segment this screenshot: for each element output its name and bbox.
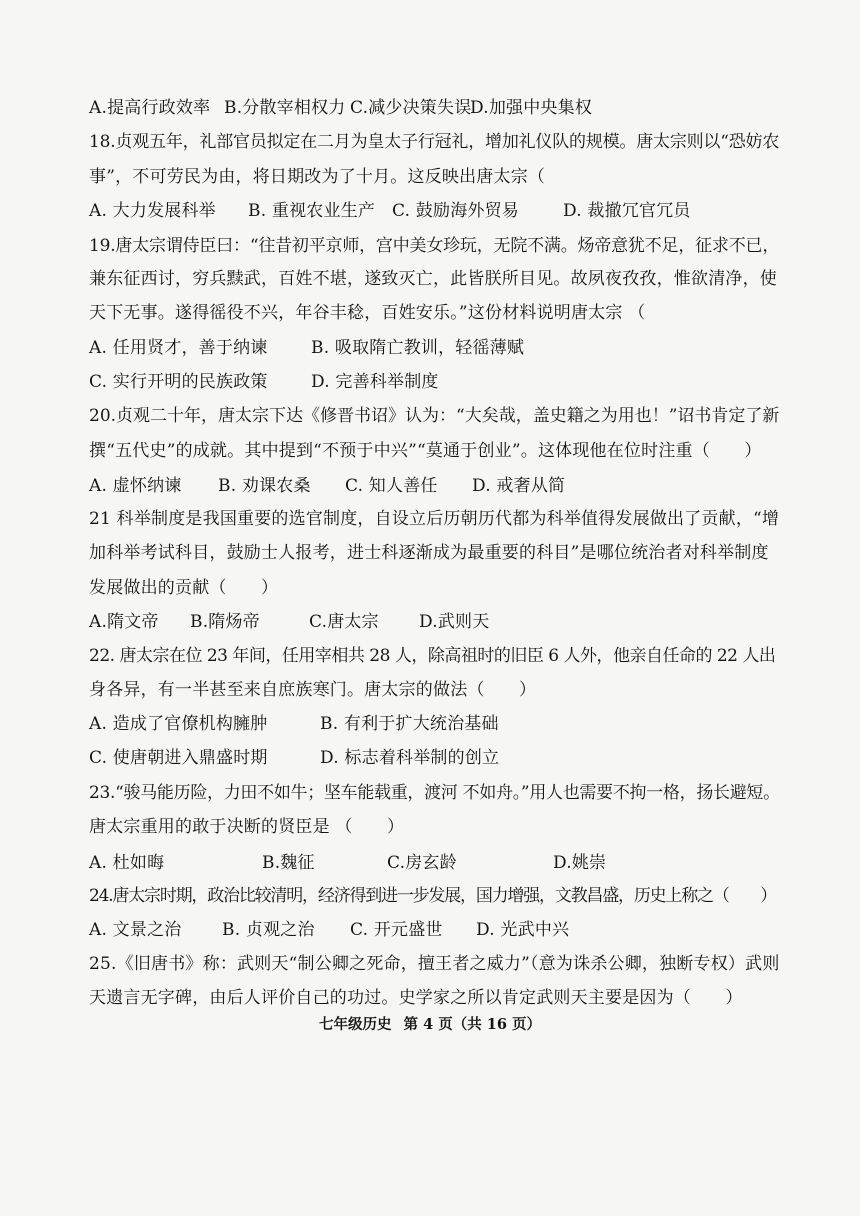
q25-stem-line-2: 天遗言无字碑，由后人评价自己的功过。史学家之所以肯定武则天主要是因为（ ） xyxy=(89,988,743,1008)
q23-option-b: B.魏征 xyxy=(262,853,315,873)
q19-option-b: B. 吸取隋亡教训，轻徭薄赋 xyxy=(311,338,525,358)
q19-option-c: C. 实行开明的民族政策 xyxy=(89,372,268,392)
q17-option-a: A.提高行政效率 xyxy=(89,98,211,118)
q17-option-c: C.减少决策失误 xyxy=(350,98,472,118)
q21-option-d: D.武则天 xyxy=(419,612,490,632)
q19-stem-line-3: 天下无事。遂得徭役不兴，年谷丰稔，百姓安乐。”这份材料说明唐太宗 （ xyxy=(89,303,646,323)
q22-option-a: A. 造成了官僚机构臃肿 xyxy=(89,714,268,734)
q18-stem-line-2: 事”，不可劳民为由，将日期改为了十月。这反映出唐太宗（ xyxy=(89,167,546,187)
q24-option-b: B. 贞观之治 xyxy=(222,920,315,940)
q20-stem-line-2: 撰“五代史”的成就。其中提到“不预于中兴”“莫通于创业”。这体现他在位时注重（ ） xyxy=(89,441,762,461)
footer-page-number: 第 4 页（共 16 页） xyxy=(403,1016,541,1033)
q22-stem-line-2: 身各异，有一半甚至来自庶族寒门。唐太宗的做法（ ） xyxy=(89,680,537,700)
q20-stem-line-1: 20.贞观二十年，唐太宗下达《修晋书诏》认为：“大矣哉，盖史籍之为用也！”诏书肯定了新 xyxy=(89,406,780,426)
q24-stem-line-1: 24.唐太宗时期，政治比较清明，经济得到进一步发展，国力增强，文教昌盛，历史上称之（ ） xyxy=(89,886,777,906)
q24-option-d: D. 光武中兴 xyxy=(476,920,570,940)
q20-option-a: A. 虚怀纳谏 xyxy=(89,476,182,496)
q21-option-c: C.唐太宗 xyxy=(309,612,379,632)
q25-stem-line-1: 25.《旧唐书》称：武则天“制公卿之死命，擅王者之威力”（意为诛杀公卿，独断专权）武则 xyxy=(89,954,780,974)
page-footer xyxy=(0,1013,860,1034)
q18-option-a: A. 大力发展科举 xyxy=(89,201,216,221)
q18-option-b: B. 重视农业生产 xyxy=(248,201,376,221)
q22-option-d: D. 标志着科举制的创立 xyxy=(320,748,500,768)
q20-option-b: B. 劝课农桑 xyxy=(218,476,311,496)
q18-option-d: D. 裁撤冗官冗员 xyxy=(563,201,691,221)
q21-stem-line-2: 加科举考试科目，鼓励士人报考，进士科逐渐成为最重要的科目”是哪位统治者对科举制度 xyxy=(89,543,769,563)
q19-option-a: A. 任用贤才，善于纳谏 xyxy=(89,338,268,358)
q22-option-b: B. 有利于扩大统治基础 xyxy=(320,714,499,734)
footer-subject: 七年级历史 xyxy=(319,1016,392,1033)
q24-option-c: C. 开元盛世 xyxy=(350,920,443,940)
q21-option-b: B.隋炀帝 xyxy=(190,612,260,632)
q19-option-d: D. 完善科举制度 xyxy=(311,372,439,392)
q21-stem-line-3: 发展做出的贡献（ ） xyxy=(89,578,279,598)
q17-option-d: D.加强中央集权 xyxy=(470,98,593,118)
q21-option-a: A.隋文帝 xyxy=(89,612,159,632)
q23-option-d: D.姚崇 xyxy=(553,853,607,873)
q19-stem-line-1: 19.唐太宗谓侍臣曰：“往昔初平京师，宫中美女珍玩，无院不满。炀帝意犹不足，征求不已， xyxy=(89,236,780,256)
q18-stem-line-1: 18.贞观五年，礼部官员拟定在二月为皇太子行冠礼，增加礼仪队的规模。唐太宗则以“恐妨农 xyxy=(89,132,780,152)
q23-option-c: C.房玄龄 xyxy=(387,853,457,873)
q19-stem-line-2: 兼东征西讨，穷兵黩武，百姓不堪，遂致灭亡，此皆朕所目见。故夙夜孜孜，惟欲清净，使 xyxy=(89,269,777,289)
q24-option-a: A. 文景之治 xyxy=(89,920,182,940)
q20-option-d: D. 戒奢从简 xyxy=(472,476,566,496)
q21-stem-line-1: 21 科举制度是我国重要的选官制度，自设立后历朝历代都为科举值得发展做出了贡献，“增 xyxy=(89,509,780,529)
q17-option-b: B.分散宰相权力 xyxy=(224,98,346,118)
q23-stem-line-2: 唐太宗重用的敢于决断的贤臣是 （ ） xyxy=(89,817,405,837)
q22-stem-line-1: 22. 唐太宗在位 23 年间，任用宰相共 28 人，除高祖时的旧臣 6 人外，他亲自任命的 22 人出 xyxy=(89,646,776,666)
q18-option-c: C. 鼓励海外贸易 xyxy=(392,201,520,221)
q23-stem-line-1: 23.“骏马能历险，力田不如牛；坚车能载重，渡河 不如舟。”用人也需要不拘一格，扬长避短。 xyxy=(89,783,780,803)
q23-option-a: A. 杜如晦 xyxy=(89,853,165,873)
q20-option-c: C. 知人善任 xyxy=(345,476,438,496)
q22-option-c: C. 使唐朝进入鼎盛时期 xyxy=(89,748,268,768)
